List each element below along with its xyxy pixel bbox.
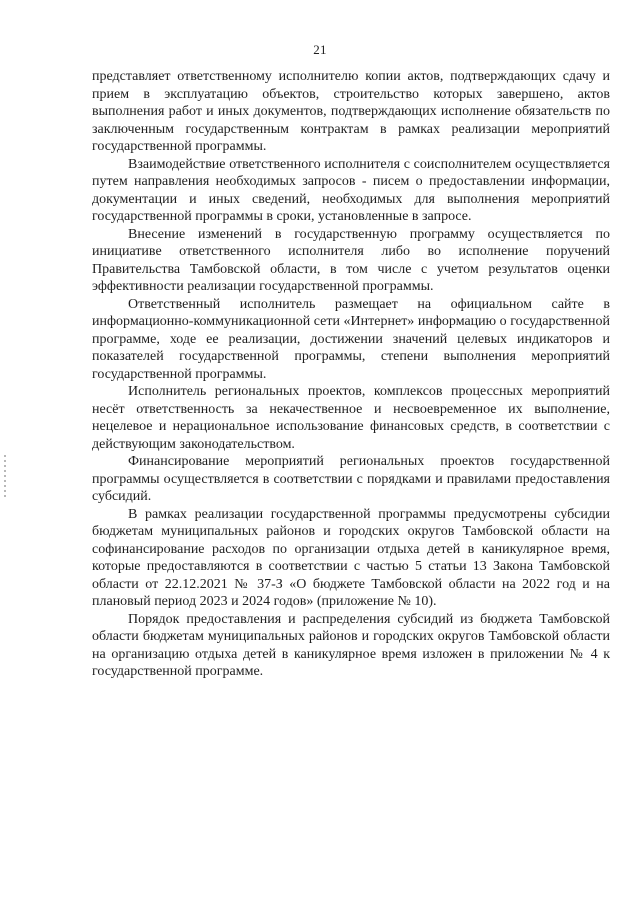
paragraph-procedure: Порядок предоставления и распределения субсидий из бюджета Тамбовской области бюджетам муниципальных районов и городских округов Тамбовской области на организацию отдыха детей в каникулярное время изложен в приложении № 4 к государственной программе. bbox=[92, 611, 610, 679]
paragraph-changes: Внесение изменений в государственную программу осуществляется по инициативе ответственного исполнителя либо во исполнение поручений Правительства Тамбовской области, в том числе с учетом результатов оценки эффективности реализации государственной программы. bbox=[92, 226, 610, 294]
paragraph-interaction: Взаимодействие ответственного исполнителя с соисполнителем осуществляется путем направления необходимых запросов - писем о предоставлении информации, документации и иных сведений, необходимых для выполнения мероприятий государственной программы в сроки, установленные в запросе. bbox=[92, 156, 610, 224]
scan-margin-mark bbox=[4, 455, 6, 497]
paragraph-website: Ответственный исполнитель размещает на официальном сайте в информационно-коммуникационной сети «Интернет» информацию о государственной программе, ходе ее реализации, достижении значений целевых индикаторов и показателей государственной программы, степени выполнения мероприятий государственной программы. bbox=[92, 296, 610, 382]
paragraph-subsidies: В рамках реализации государственной программы предусмотрены субсидии бюджетам муниципальных районов и городских округов Тамбовской области на софинансирование расходов по организации отдыха детей в каникулярное время, которые предоставляются в соответствии с частью 5 статьи 13 Закона Тамбовской области от 22.12.2021 № 37-З «О бюджете Тамбовской области на 2022 год и на плановый период 2023 и 2024 годов» (приложение № 10). bbox=[92, 506, 610, 609]
document-body bbox=[92, 68, 610, 681]
paragraph-financing: Финансирование мероприятий региональных проектов государственной программы осуществляется в соответствии с порядками и правилами предоставления субсидий. bbox=[92, 454, 610, 504]
page-number: 21 bbox=[313, 42, 327, 57]
paragraph-continuation: представляет ответственному исполнителю копии актов, подтверждающих сдачу и прием в эксплуатацию объектов, строительство которых завершено, актов выполнения работ и иных документов, подтверждающих исполнение обязательств по заключенным государственным контрактам в рамках реализации мероприятий государственной программы. bbox=[92, 69, 610, 154]
paragraph-responsibility: Исполнитель региональных проектов, комплексов процессных мероприятий несёт ответственность за некачественное и несвоевременное их выполнение, нецелевое и нерациональное использование финансовых средств, в соответствии с действующим законодательством. bbox=[92, 384, 610, 452]
